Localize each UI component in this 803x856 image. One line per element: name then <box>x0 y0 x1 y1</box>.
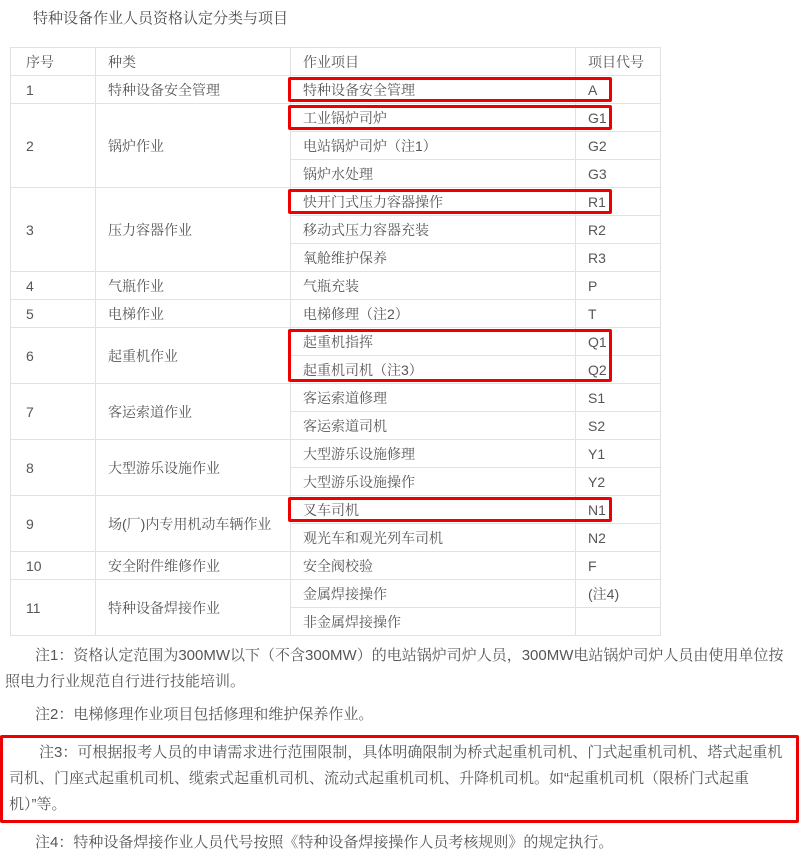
cell-project-code: R2 <box>576 216 661 244</box>
cell-serial-no: 2 <box>11 104 96 188</box>
table-row <box>11 104 661 132</box>
cell-project-code: S1 <box>576 384 661 412</box>
cell-project: 锅炉水处理 <box>291 160 576 188</box>
cell-category: 场(厂)内专用机动车辆作业 <box>96 496 291 552</box>
cell-project: 观光车和观光列车司机 <box>291 524 576 552</box>
cell-project-code <box>576 608 661 636</box>
cell-category: 电梯作业 <box>96 300 291 328</box>
cell-project-code: G1 <box>576 104 661 132</box>
cell-project: 移动式压力容器充装 <box>291 216 576 244</box>
cell-project-code: P <box>576 272 661 300</box>
col-header-serial-no: 序号 <box>11 48 96 76</box>
cell-project-code: Q2 <box>576 356 661 384</box>
note: 注2：电梯修理作业项目包括修理和维护保养作业。 <box>35 706 374 723</box>
cell-project-code: T <box>576 300 661 328</box>
cell-project-code: Y2 <box>576 468 661 496</box>
cell-project-code: F <box>576 552 661 580</box>
table-row <box>11 328 661 356</box>
cell-category: 特种设备安全管理 <box>96 76 291 104</box>
cell-project-code: R1 <box>576 188 661 216</box>
table-row <box>11 440 661 468</box>
cell-project: 大型游乐设施修理 <box>291 440 576 468</box>
cell-serial-no: 5 <box>11 300 96 328</box>
cell-category: 气瓶作业 <box>96 272 291 300</box>
table-row <box>11 300 661 328</box>
cell-project: 起重机司机（注3） <box>291 356 576 384</box>
cell-project-code: R3 <box>576 244 661 272</box>
cell-project: 特种设备安全管理 <box>291 76 576 104</box>
cell-project: 起重机指挥 <box>291 328 576 356</box>
cell-project: 金属焊接操作 <box>291 580 576 608</box>
col-header-category: 种类 <box>96 48 291 76</box>
cell-serial-no: 6 <box>11 328 96 384</box>
table-row <box>11 76 661 104</box>
note: 注4：特种设备焊接作业人员代号按照《特种设备焊接操作人员考核规则》的规定执行。 <box>35 834 614 851</box>
cell-project: 气瓶充装 <box>291 272 576 300</box>
table-row <box>11 580 661 608</box>
table-header-row <box>11 48 661 76</box>
qualification-table <box>10 47 661 636</box>
table-row <box>11 272 661 300</box>
cell-serial-no: 8 <box>11 440 96 496</box>
cell-project-code: G3 <box>576 160 661 188</box>
col-header-project: 作业项目 <box>291 48 576 76</box>
cell-project: 电梯修理（注2） <box>291 300 576 328</box>
cell-category: 安全附件维修作业 <box>96 552 291 580</box>
cell-project: 客运索道司机 <box>291 412 576 440</box>
cell-project-code: G2 <box>576 132 661 160</box>
cell-category: 压力容器作业 <box>96 188 291 272</box>
cell-serial-no: 11 <box>11 580 96 636</box>
table-row <box>11 496 661 524</box>
cell-project-code: (注4) <box>576 580 661 608</box>
table-row <box>11 384 661 412</box>
cell-project-code: S2 <box>576 412 661 440</box>
cell-category: 锅炉作业 <box>96 104 291 188</box>
cell-category: 大型游乐设施作业 <box>96 440 291 496</box>
note-highlighted: 注3：可根据报考人员的申请需求进行范围限制，具体明确限制为桥式起重机司机、门式起重机司机、塔式起重机司机、门座式起重机司机、缆索式起重机司机、流动式起重机司机、升降机司机。如“起重机司机（限桥门式起重机）”等。 <box>0 735 799 823</box>
cell-serial-no: 9 <box>11 496 96 552</box>
cell-project: 工业锅炉司炉 <box>291 104 576 132</box>
cell-project: 快开门式压力容器操作 <box>291 188 576 216</box>
cell-category: 客运索道作业 <box>96 384 291 440</box>
cell-project: 电站锅炉司炉（注1） <box>291 132 576 160</box>
cell-project-code: A <box>576 76 661 104</box>
cell-project-code: N1 <box>576 496 661 524</box>
cell-project: 安全阀校验 <box>291 552 576 580</box>
cell-project: 非金属焊接操作 <box>291 608 576 636</box>
cell-project-code: Q1 <box>576 328 661 356</box>
cell-serial-no: 1 <box>11 76 96 104</box>
cell-project-code: Y1 <box>576 440 661 468</box>
notes-section <box>5 643 798 856</box>
cell-category: 起重机作业 <box>96 328 291 384</box>
cell-serial-no: 3 <box>11 188 96 272</box>
cell-serial-no: 10 <box>11 552 96 580</box>
cell-serial-no: 4 <box>11 272 96 300</box>
note: 注1：资格认定范围为300MW以下（不含300MW）的电站锅炉司炉人员，300MW电站锅炉司炉人员由使用单位按照电力行业规范自行进行技能培训。 <box>5 647 784 690</box>
cell-project: 叉车司机 <box>291 496 576 524</box>
cell-project: 客运索道修理 <box>291 384 576 412</box>
table-row <box>11 552 661 580</box>
table-row <box>11 188 661 216</box>
cell-project: 氧舱维护保养 <box>291 244 576 272</box>
cell-category: 特种设备焊接作业 <box>96 580 291 636</box>
col-header-project-code: 项目代号 <box>576 48 661 76</box>
cell-serial-no: 7 <box>11 384 96 440</box>
cell-project: 大型游乐设施操作 <box>291 468 576 496</box>
page-title: 特种设备作业人员资格认定分类与项目 <box>33 10 289 27</box>
cell-project-code: N2 <box>576 524 661 552</box>
